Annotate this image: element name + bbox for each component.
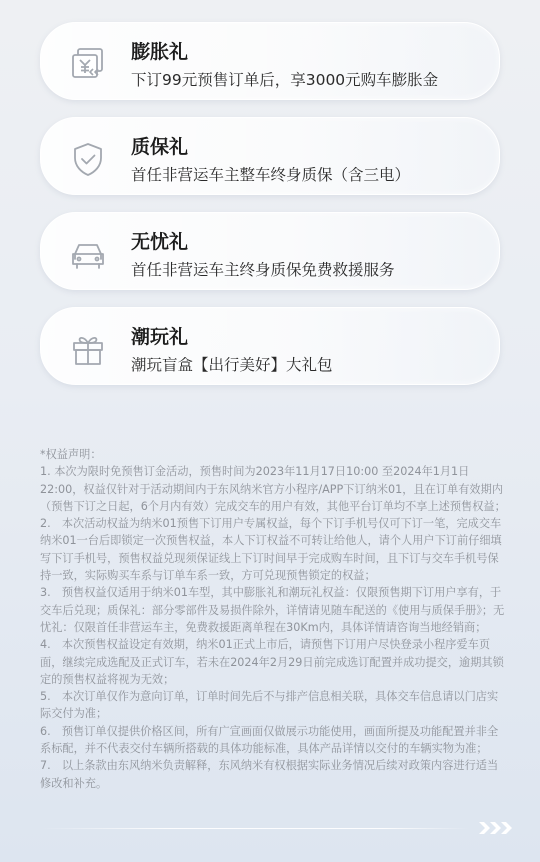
benefit-title: 质保礼 [131,136,189,158]
benefit-desc: 首任非营运车主终身质保免费救援服务 [131,261,395,279]
benefit-card-warranty[interactable] [40,117,500,195]
benefit-card-trendy[interactable] [40,307,500,385]
bottom-divider [40,828,470,829]
benefit-card-worry-free[interactable] [40,212,500,290]
gift-icon [69,330,107,368]
benefit-title: 潮玩礼 [131,326,189,348]
terms-item: 5. 本次订单仅作为意向订单，订单时间先后不与排产信息相关联，具体交车信息请以门店实际交付为准； [40,690,499,721]
terms-heading: *权益声明： [40,448,102,461]
terms-item: 1. 本次为限时免预售订金活动，预售时间为2023年11月17日10:00 至2024年1月1日22:00，权益仅针对于活动期间内于东风纳米官方小程序/APP下订纳米01，且在订单有效期内（预售下订之日起，6个月内有效）完成交车的用户有效，其他平台订单均不享上述预售权益； [40,465,506,513]
terms-item: 2. 本次活动权益为纳米01预售下订用户专属权益，每个下订手机号仅可下订一笔，完成交车纳米01一台后即锁定一次预售权益，本人下订权益不可转让给他人，请个人用户下订前仔细填写下订手机号，预售权益兑现须保证线上下订时间早于完成购车时间，且下订与交车手机号保持一致，实际购买车系与订单车系一致，方可兑现预售锁定的权益； [40,517,502,583]
chevrons-right-icon [478,819,514,837]
benefit-card-expansion[interactable] [40,22,500,100]
terms-item: 7. 以上条款由东风纳米负责解释，东风纳米有权根据实际业务情况后续对政策内容进行适当修改和补充。 [40,759,499,790]
terms-item: 3. 预售权益仅适用于纳米01车型，其中膨胀礼和潮玩礼权益：仅限预售期下订用户享有，于交车后兑现；质保礼：部分零部件及易损件除外，详情请见随车配送的《使用与质保手册》；无忧礼：仅限首任非营运车主，免费救援距离单程在30Km内，具体详情请咨询当地经销商； [40,586,505,634]
benefit-list [40,22,500,402]
terms-item: 6. 预售订单仅提供价格区间，所有广宣画面仅做展示功能使用，画面所提及功能配置并非全系标配，并不代表交付车辆所搭载的具体功能标准，具体产品详情以交付的车辆实物为准； [40,724,499,756]
benefit-desc: 下订99元预售订单后，享3000元购车膨胀金 [131,71,439,89]
money-card-icon [69,45,107,83]
benefit-desc: 首任非营运车主整车终身质保（含三电） [131,166,411,184]
terms-statement [40,446,506,792]
benefit-desc: 潮玩盲盒【出行美好】大礼包 [131,356,333,374]
car-icon [69,235,107,273]
terms-item: 4. 本次预售权益设定有效期，纳米01正式上市后，请预售下订用户尽快登录小程序爱车页面，继续完成选配及正式订车，若未在2024年2月29日前完成选订配置并成功提交，逾期其锁定的预售权益将视为无效； [40,638,504,686]
benefit-title: 膨胀礼 [131,41,189,63]
benefit-title: 无忧礼 [131,231,189,253]
shield-check-icon [69,140,107,178]
